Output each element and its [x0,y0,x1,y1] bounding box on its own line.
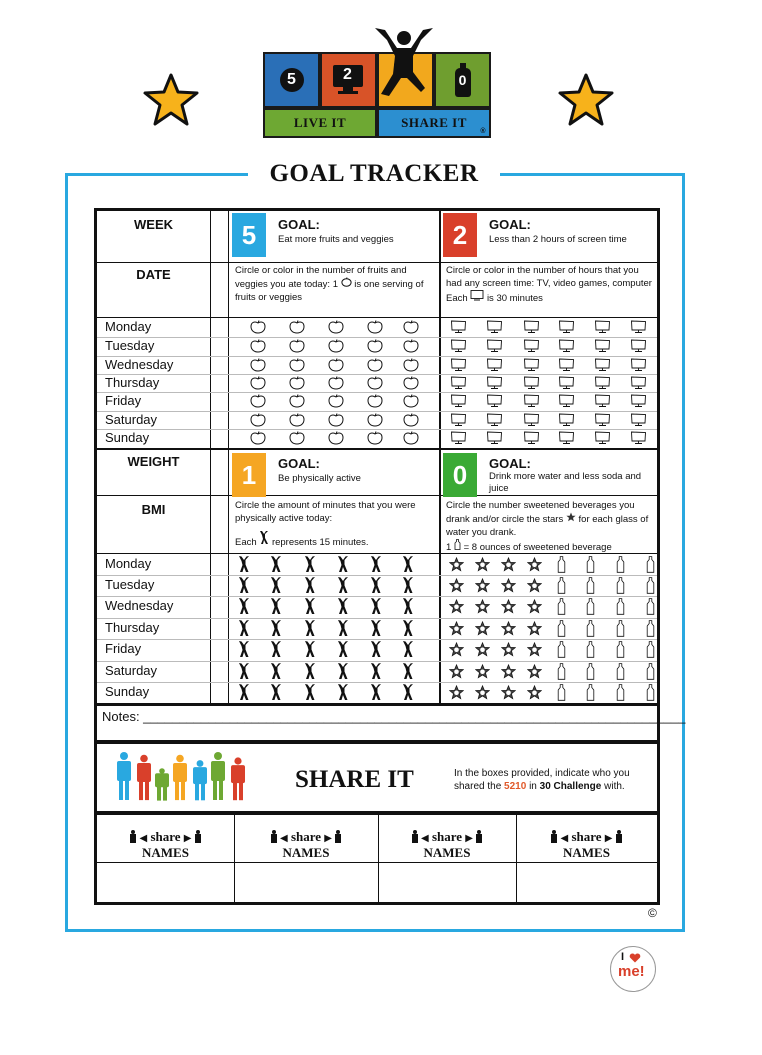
person-figure-icon [211,752,225,800]
share-it-label: SHARE IT [401,115,467,130]
water-star-icon[interactable] [475,621,490,636]
goal-0-text: Drink more water and less soda and juice [489,471,642,494]
apple-icon[interactable] [367,339,383,353]
monitor-icon[interactable] [630,358,647,372]
day-label-bottom: Monday [105,556,152,571]
active-person-icon[interactable] [370,663,382,680]
bottle-icon[interactable] [646,620,655,637]
monitor-icon[interactable] [594,376,611,390]
water-star-icon[interactable] [449,599,464,614]
monitor-icon[interactable] [486,339,503,353]
apple-icon[interactable] [250,339,266,353]
monitor-icon[interactable] [450,413,467,427]
monitor-icon[interactable] [558,320,575,334]
monitor-icon-inline [470,290,484,301]
logo-tile-0 [434,52,491,108]
bottle-icon[interactable] [586,663,595,680]
active-person-icon[interactable] [304,663,316,680]
goal-1-heading: GOAL: [278,456,320,471]
weight-label: WEIGHT [127,454,180,469]
day-label-bottom: Friday [105,641,142,656]
water-star-icon[interactable] [527,621,542,636]
bottle-icon[interactable] [586,641,595,658]
star-icon-left [142,72,200,128]
monitor-icon[interactable] [594,339,611,353]
date-label: DATE [136,267,171,282]
water-star-icon[interactable] [501,599,516,614]
active-person-icon[interactable] [238,663,250,680]
day-label-bottom: Wednesday [105,598,174,613]
active-person-icon[interactable] [270,598,282,615]
person-figure-icon [155,768,169,800]
day-label-top: Wednesday [105,357,174,372]
arrow-right-icon: ▶ [183,833,192,844]
bottle-icon[interactable] [646,663,655,680]
monitor-icon[interactable] [594,431,611,445]
active-person-icon[interactable] [370,620,382,637]
bottle-icon[interactable] [586,620,595,637]
monitor-icon[interactable] [630,376,647,390]
bottle-icon[interactable] [616,684,625,701]
water-star-icon[interactable] [527,642,542,657]
apple-icon[interactable] [289,431,305,445]
bottle-icon[interactable] [646,684,655,701]
active-person-icon[interactable] [402,641,414,658]
monitor-icon[interactable] [523,320,540,334]
water-star-icon[interactable] [527,599,542,614]
active-person-icon[interactable] [238,598,250,615]
monitor-icon[interactable] [486,394,503,408]
monitor-icon[interactable] [523,358,540,372]
notes-label: Notes: ___________________________________________________________________________ [102,709,686,724]
bottle-icon[interactable] [557,684,566,701]
apple-icon[interactable] [250,320,266,334]
apple-icon[interactable] [367,394,383,408]
monitor-icon[interactable] [630,394,647,408]
water-star-icon[interactable] [501,685,516,700]
monitor-icon[interactable] [558,339,575,353]
bottle-icon[interactable] [616,641,625,658]
water-star-icon[interactable] [449,685,464,700]
logo-digit-5: 5 [280,68,304,92]
bottle-icon[interactable] [646,598,655,615]
apple-icon[interactable] [289,394,305,408]
active-person-icon[interactable] [304,620,316,637]
water-star-icon[interactable] [475,642,490,657]
active-person-icon[interactable] [238,641,250,658]
person-figure-icon [231,757,245,800]
goal-1-instruction: Circle the amount of minutes that you were physically active today: Each represents 15 minutes. [235,500,416,548]
active-person-icon[interactable] [337,684,349,701]
share-names-header [516,815,657,863]
bottle-icon[interactable] [616,556,625,573]
day-label-top: Saturday [105,412,158,427]
day-label-top: Monday [105,319,152,334]
arrow-right-icon: ▶ [604,833,613,844]
apple-icon[interactable] [367,320,383,334]
water-star-icon[interactable] [527,685,542,700]
monitor-icon[interactable] [630,320,647,334]
live-it-label: LIVE IT [293,115,347,130]
monitor-icon[interactable] [450,339,467,353]
active-person-icon[interactable] [270,556,282,573]
badge-line-2: me! [618,963,645,980]
logo-tile-5 [263,52,320,108]
share-label: share [571,829,602,844]
share-label: share [150,829,181,844]
water-star-icon[interactable] [501,642,516,657]
water-star-icon[interactable] [527,578,542,593]
monitor-icon[interactable] [450,376,467,390]
apple-icon[interactable] [403,376,419,390]
brand-5210: 5210 [504,781,527,792]
apple-icon[interactable] [403,358,419,372]
active-person-icon[interactable] [270,577,282,594]
active-person-icon[interactable] [304,598,316,615]
goal-2-instruction: Circle or color in the number of hours that you had any screen time: TV, video games, computer Each is 30 minutes [446,265,652,304]
star-icon-right [557,72,615,128]
share-name-entry[interactable] [234,863,378,902]
share-name-entry[interactable] [97,863,234,902]
active-person-icon[interactable] [402,684,414,701]
share-name-entry[interactable] [516,863,657,902]
water-star-icon[interactable] [449,642,464,657]
share-names-header [234,815,378,863]
active-person-icon[interactable] [370,641,382,658]
goal-0-instruction: Circle the number sweetened beverages you drank and/or circle the stars for each glass of water you drank. 1 = 8 ounces of sweetened beverage [446,500,649,553]
person-icon [412,830,418,843]
heart-icon [629,953,641,963]
week-label: WEEK [134,217,173,232]
active-person-icon[interactable] [270,641,282,658]
monitor-icon[interactable] [594,413,611,427]
active-person-icon[interactable] [270,684,282,701]
bottle-icon[interactable] [646,556,655,573]
water-star-icon[interactable] [449,664,464,679]
active-person-icon[interactable] [337,577,349,594]
monitor-icon[interactable] [450,358,467,372]
names-label: NAMES [423,845,471,860]
person-figure-icon [117,752,131,800]
active-person-icon[interactable] [370,684,382,701]
apple-icon[interactable] [328,358,344,372]
active-person-icon[interactable] [337,598,349,615]
bottle-icon[interactable] [557,556,566,573]
day-label-bottom: Tuesday [105,577,155,592]
apple-icon[interactable] [328,376,344,390]
day-label-top: Tuesday [105,338,155,353]
names-label: NAMES [142,845,189,860]
i-love-me-badge [610,946,656,992]
bottle-icon[interactable] [557,663,566,680]
monitor-icon[interactable] [486,376,503,390]
tv-icon [331,65,367,95]
live-it-bar [263,108,377,138]
arrow-left-icon: ◀ [139,833,148,844]
apple-icon[interactable] [328,339,344,353]
copyright-mark: © [648,906,657,920]
water-star-icon[interactable] [501,557,516,572]
water-star-icon[interactable] [449,621,464,636]
share-names-header [97,815,234,863]
active-person-icon-inline [259,531,269,545]
goal-1-badge: 1 [232,453,266,497]
monitor-icon[interactable] [558,431,575,445]
apple-icon[interactable] [289,320,305,334]
active-person-icon[interactable] [304,684,316,701]
logo-digit-2: 2 [343,66,352,83]
person-icon [335,830,341,843]
arrow-right-icon: ▶ [324,833,332,844]
active-person-icon[interactable] [370,556,382,573]
apple-icon[interactable] [250,358,266,372]
person-icon [476,830,482,843]
monitor-icon[interactable] [558,413,575,427]
active-person-icon[interactable] [238,577,250,594]
active-person-icon[interactable] [402,663,414,680]
monitor-icon[interactable] [486,320,503,334]
arrow-right-icon: ▶ [465,833,473,844]
person-icon [616,830,622,843]
goal-5-badge: 5 [232,213,266,257]
apple-icon[interactable] [289,358,305,372]
goal-5-heading: GOAL: [278,217,320,232]
monitor-icon[interactable] [450,394,467,408]
logo-tile-2 [320,52,377,108]
water-star-icon[interactable] [475,664,490,679]
day-label-bottom: Saturday [105,663,158,678]
day-label-bottom: Sunday [105,684,150,699]
monitor-icon[interactable] [486,413,503,427]
active-person-icon[interactable] [370,598,382,615]
monitor-icon[interactable] [523,339,540,353]
day-label-top: Sunday [105,430,150,445]
monitor-icon[interactable] [594,320,611,334]
logo-digit-0: 0 [458,72,467,88]
person-icon [130,830,136,843]
person-figure-icon [137,755,151,800]
page-title: GOAL TRACKER [248,158,500,188]
share-it-section [94,741,660,814]
person-icon [551,830,557,843]
bottle-icon[interactable] [616,663,625,680]
notes-section[interactable] [94,704,686,743]
goal-5-text: Eat more fruits and veggies [278,234,394,245]
share-label: share [431,829,463,844]
water-star-icon[interactable] [475,599,490,614]
bottle-icon[interactable] [646,641,655,658]
apple-icon[interactable] [403,394,419,408]
bottle-icon-inline [454,539,461,550]
active-person-icon[interactable] [304,641,316,658]
water-star-icon[interactable] [475,578,490,593]
water-star-icon[interactable] [501,664,516,679]
share-it-title: SHARE IT [295,766,414,793]
active-person-icon[interactable] [402,577,414,594]
registered-mark: ® [480,128,486,135]
water-star-icon[interactable] [501,578,516,593]
bmi-label: BMI [141,502,166,517]
active-person-icon[interactable] [402,620,414,637]
apple-icon[interactable] [289,413,305,427]
monitor-icon[interactable] [630,431,647,445]
arrow-left-icon: ◀ [279,833,288,844]
share-name-entry[interactable] [378,863,516,902]
active-person-icon[interactable] [304,577,316,594]
monitor-icon[interactable] [558,358,575,372]
monitor-icon[interactable] [630,339,647,353]
active-person-icon[interactable] [270,620,282,637]
active-person-icon[interactable] [238,684,250,701]
person-icon [271,830,277,843]
apple-icon[interactable] [289,376,305,390]
star-icon-inline [566,512,576,522]
bottle-icon[interactable] [646,577,655,594]
monitor-icon[interactable] [523,394,540,408]
apple-icon[interactable] [328,320,344,334]
apple-icon[interactable] [250,394,266,408]
active-person-icon[interactable] [304,556,316,573]
goal-0-badge: 0 [443,453,477,497]
monitor-icon[interactable] [630,413,647,427]
apple-icon[interactable] [250,431,266,445]
names-label: NAMES [563,845,610,860]
apple-icon[interactable] [367,376,383,390]
apple-icon[interactable] [328,394,344,408]
goal-5-instruction: Circle or color in the number of fruits and veggies you ate today: 1 is one serving of fruits or veggies [235,265,424,303]
bottle-icon [455,63,471,97]
apple-icon-inline [341,277,352,287]
water-star-icon[interactable] [449,578,464,593]
water-star-icon[interactable] [527,557,542,572]
monitor-icon[interactable] [450,431,467,445]
goal-0-heading: GOAL: [489,456,531,471]
bottle-icon[interactable] [586,556,595,573]
apple-icon[interactable] [328,413,344,427]
people-group-icon [113,750,253,806]
share-names-table [94,812,660,905]
arrow-left-icon: ◀ [420,833,429,844]
apple-icon[interactable] [403,431,419,445]
water-star-icon[interactable] [527,664,542,679]
day-label-top: Thursday [105,375,160,390]
monitor-icon[interactable] [486,358,503,372]
active-person-icon[interactable] [402,556,414,573]
names-label: NAMES [282,845,330,860]
arrow-left-icon: ◀ [560,833,569,844]
bottle-icon[interactable] [586,598,595,615]
water-star-icon[interactable] [501,621,516,636]
person-figure-icon [173,755,187,800]
apple-icon[interactable] [367,431,383,445]
goal-1-text: Be physically active [278,473,361,484]
bottle-icon[interactable] [586,684,595,701]
goal-table [94,208,660,706]
share-names-header [378,815,516,863]
bottle-icon[interactable] [557,577,566,594]
badge-line-1: I [621,951,625,963]
water-star-icon[interactable] [475,685,490,700]
apple-icon[interactable] [328,431,344,445]
monitor-icon[interactable] [558,394,575,408]
active-person-icon[interactable] [270,663,282,680]
monitor-icon[interactable] [523,413,540,427]
day-label-top: Friday [105,393,142,408]
goal-2-text: Less than 2 hours of screen time [489,234,627,245]
share-it-instructions: In the boxes provided, indicate who you shared the 5210 in 30 Challenge with. [454,768,630,792]
apple-icon[interactable] [403,320,419,334]
bottle-icon[interactable] [616,598,625,615]
monitor-icon[interactable] [523,376,540,390]
jumping-person-icon [371,26,437,108]
bottle-icon[interactable] [616,577,625,594]
apple-icon[interactable] [289,339,305,353]
bottle-icon[interactable] [557,620,566,637]
active-person-icon[interactable] [337,620,349,637]
5210-logo [263,52,491,138]
monitor-icon[interactable] [594,394,611,408]
person-icon [195,830,201,843]
monitor-icon[interactable] [486,431,503,445]
apple-icon[interactable] [250,376,266,390]
active-person-icon[interactable] [337,663,349,680]
apple-icon[interactable] [367,413,383,427]
active-person-icon[interactable] [337,556,349,573]
active-person-icon[interactable] [238,556,250,573]
share-label: share [290,829,322,844]
day-label-bottom: Thursday [105,620,160,635]
bottle-icon[interactable] [616,620,625,637]
active-person-icon[interactable] [370,577,382,594]
active-person-icon[interactable] [402,598,414,615]
monitor-icon[interactable] [558,376,575,390]
apple-icon[interactable] [250,413,266,427]
active-person-icon[interactable] [238,620,250,637]
monitor-icon[interactable] [523,431,540,445]
apple-icon[interactable] [403,413,419,427]
bottle-icon[interactable] [557,641,566,658]
goal-2-heading: GOAL: [489,217,531,232]
share-it-bar [377,108,491,138]
apple-icon[interactable] [403,339,419,353]
water-star-icon[interactable] [475,557,490,572]
bottle-icon[interactable] [586,577,595,594]
active-person-icon[interactable] [337,641,349,658]
bottle-icon[interactable] [557,598,566,615]
person-figure-icon [193,760,207,800]
water-star-icon[interactable] [449,557,464,572]
goal-2-badge: 2 [443,213,477,257]
monitor-icon[interactable] [594,358,611,372]
monitor-icon[interactable] [450,320,467,334]
apple-icon[interactable] [367,358,383,372]
